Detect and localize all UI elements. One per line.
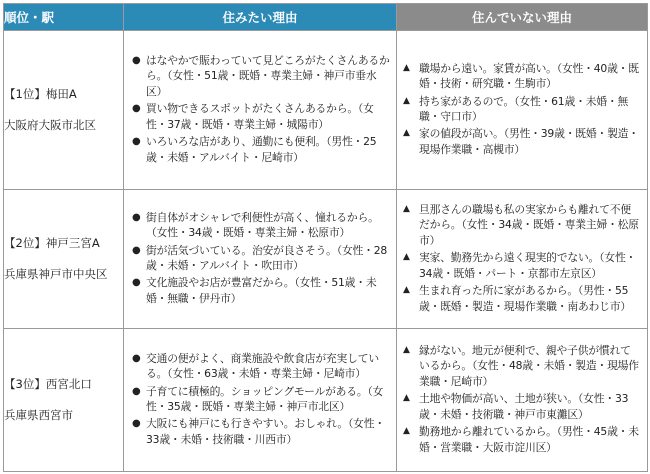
- header-rank-station: 順位・駅: [4, 4, 124, 31]
- list-item: [124, 416, 390, 447]
- reason-text: 文化施設やお店が豊富だから。（女性・51歳・未婚・無職・伊丹市）: [146, 276, 377, 305]
- want-reason-list: [124, 210, 396, 306]
- list-item: [124, 243, 390, 274]
- bullet-dot-icon: ●: [132, 55, 141, 67]
- not-living-reason-list: [397, 202, 647, 314]
- list-item: [397, 202, 641, 248]
- reason-text: 家の値段が高い。（男性・39歳・既婚・製造・現場作業職・高槻市）: [419, 127, 639, 156]
- rank-label: 【1位】梅田A: [4, 87, 77, 101]
- reason-text: 大阪にも神戸にも行きやすい。おしゃれ。（女性・33歳・未婚・技術職・川西市）: [146, 417, 385, 446]
- area-label: 兵庫県西宮市: [4, 408, 73, 422]
- want-reason-list: [124, 351, 396, 447]
- want-reasons-cell: [124, 31, 397, 190]
- station-cell: [4, 329, 124, 472]
- bullet-triangle-icon: ▲: [403, 393, 410, 404]
- reason-text: はなやかで賑わっていて見どころがたくさんあるから。（女性・51歳・既婚・専業主婦・神戸市垂水区）: [146, 54, 390, 98]
- not-living-reason-list: [397, 61, 647, 157]
- want-reasons-cell: [124, 190, 397, 329]
- list-item: [124, 101, 390, 132]
- reason-text: 街自体がオシャレで利便性が高く、憧れるから。（女性・34歳・既婚・専業主婦・松原市）: [146, 210, 379, 240]
- list-item: [124, 351, 390, 382]
- not-living-reason-list: [397, 343, 647, 455]
- bullet-triangle-icon: ▲: [403, 95, 410, 106]
- header-row: [4, 4, 648, 31]
- bullet-triangle-icon: ▲: [403, 345, 410, 356]
- list-item: [124, 210, 390, 241]
- bullet-dot-icon: ●: [132, 352, 141, 364]
- ranking-table: [3, 3, 648, 472]
- station-cell: [4, 31, 124, 190]
- bullet-dot-icon: ●: [132, 244, 141, 256]
- not-living-reasons-cell: [397, 190, 648, 329]
- bullet-dot-icon: ●: [132, 418, 141, 430]
- list-item: [397, 126, 641, 157]
- list-item: [124, 384, 390, 415]
- reason-text: 生まれ育った所に家があるから。（男性・55歳・既婚・製造・現場作業職・南あわじ市）: [419, 284, 631, 313]
- reason-text: 勤務地から離れているから。（男性・45歳・未婚・営業職・大阪市淀川区）: [419, 425, 639, 454]
- bullet-triangle-icon: ▲: [403, 62, 410, 73]
- area-label: 大阪府大阪市北区: [4, 118, 96, 132]
- not-living-reasons-cell: [397, 31, 648, 190]
- reason-text: 縁がない。地元が便利で、親や子供が慣れているから。（女性・48歳・未婚・製造・現場作業職・尼崎市）: [419, 344, 639, 388]
- reason-text: 旦那さんの職場も私の実家からも離れて不便だから。（女性・34歳・既婚・専業主婦・松原市）: [419, 203, 639, 247]
- list-item: [124, 275, 390, 306]
- table-row: [4, 190, 648, 329]
- list-item: [124, 53, 390, 99]
- reason-text: 交通の便がよく、商業施設や飲食店が充実している。（女性・63歳・未婚・専業主婦・尼崎市）: [146, 351, 379, 381]
- table-row: [4, 31, 648, 190]
- reason-text: 土地や物価が高い、土地が狭い。（女性・33歳・未婚・技術職・神戸市東灘区）: [419, 392, 629, 421]
- station-cell: [4, 190, 124, 329]
- bullet-dot-icon: ●: [132, 136, 141, 148]
- bullet-triangle-icon: ▲: [403, 285, 410, 296]
- reason-text: 実家、勤務先から遠く現実的でない。（女性・34歳・既婚・パート・京都市左京区）: [419, 251, 637, 280]
- header-not-living-reasons: 住んでいない理由: [397, 4, 648, 31]
- reason-text: いろいろな店があり、通勤にも便利。（男性・25歳・未婚・アルバイト・尼崎市）: [146, 135, 377, 164]
- header-want-reasons: 住みたい理由: [124, 4, 397, 31]
- table-row: [4, 329, 648, 472]
- list-item: [397, 283, 641, 314]
- bullet-dot-icon: ●: [132, 211, 141, 223]
- bullet-dot-icon: ●: [132, 103, 141, 115]
- reason-text: 街が活気づいている。治安が良さそう。（女性・28歳・未婚・アルバイト・吹田市）: [146, 243, 388, 272]
- list-item: [397, 61, 641, 92]
- list-item: [124, 134, 390, 165]
- list-item: [397, 94, 641, 125]
- reason-text: 子育てに積極的。ショッピングモールがある。（女性・35歳・既婚・専業主婦・神戸市北区）: [146, 384, 384, 413]
- bullet-dot-icon: ●: [132, 277, 141, 289]
- list-item: [397, 343, 641, 389]
- rank-label: 【3位】西宮北口: [4, 377, 92, 391]
- list-item: [397, 250, 641, 281]
- reason-text: 職場から遠い。家賃が高い。（女性・40歳・既婚・技術・研究職・生駒市）: [419, 61, 639, 91]
- reason-text: 持ち家があるので。（女性・61歳・未婚・無職・守口市）: [419, 94, 629, 123]
- rank-label: 【2位】神戸三宮A: [4, 236, 100, 250]
- bullet-dot-icon: ●: [132, 385, 141, 397]
- want-reasons-cell: [124, 329, 397, 472]
- bullet-triangle-icon: ▲: [403, 204, 410, 215]
- bullet-triangle-icon: ▲: [403, 426, 410, 437]
- bullet-triangle-icon: ▲: [403, 128, 410, 139]
- bullet-triangle-icon: ▲: [403, 252, 410, 263]
- list-item: [397, 391, 641, 422]
- area-label: 兵庫県神戸市中央区: [4, 267, 108, 281]
- want-reason-list: [124, 53, 396, 165]
- not-living-reasons-cell: [397, 329, 648, 472]
- reason-text: 買い物できるスポットがたくさんあるから。（女性・37歳・既婚・専業主婦・城陽市）: [146, 102, 374, 131]
- list-item: [397, 424, 641, 455]
